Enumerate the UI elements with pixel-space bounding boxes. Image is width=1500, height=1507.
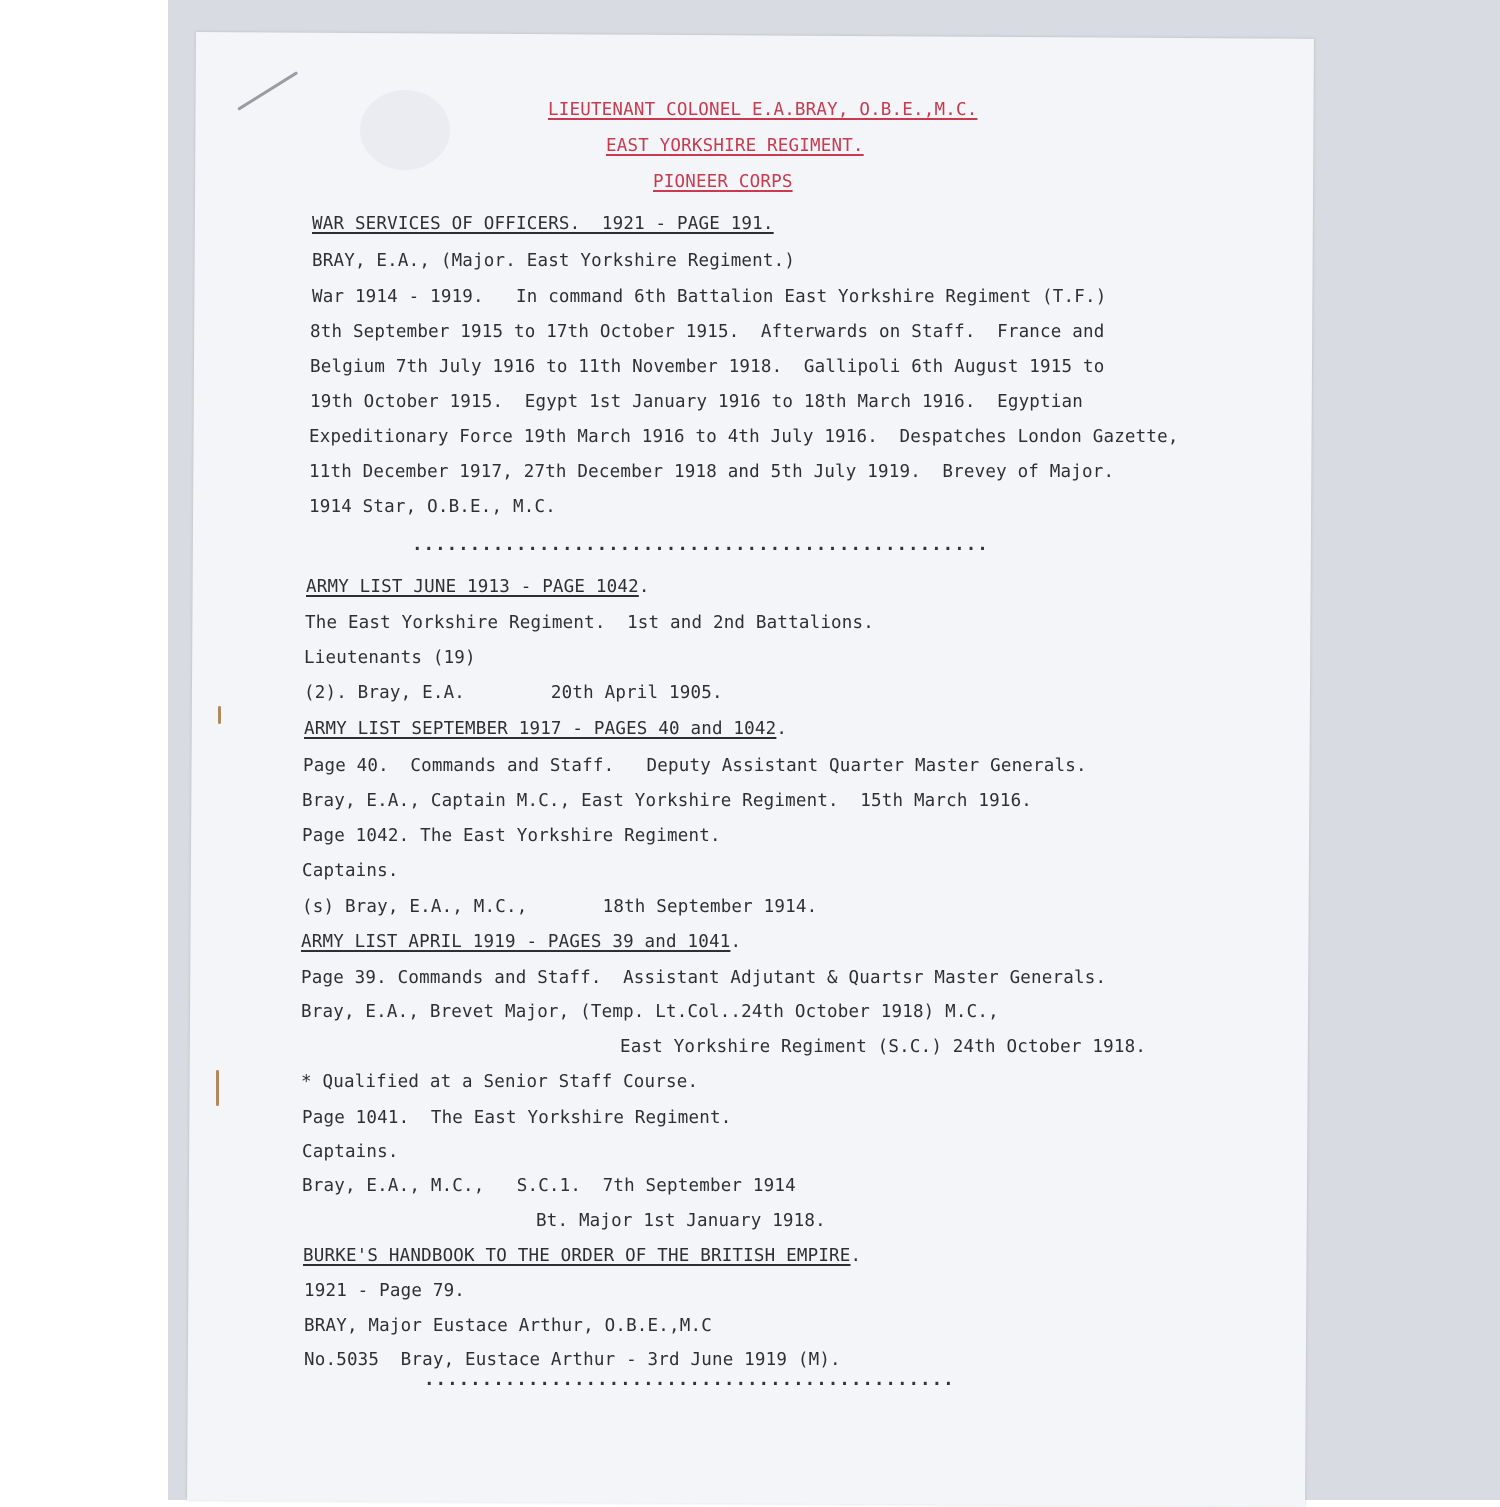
- header-corps: PIONEER CORPS: [653, 172, 793, 192]
- burkes-line: No.5035 Bray, Eustace Arthur - 3rd June 1919 (M).: [304, 1350, 841, 1370]
- war-services-line: War 1914 - 1919. In command 6th Battalion East Yorkshire Regiment (T.F.): [312, 287, 1107, 307]
- war-services-line: BRAY, E.A., (Major. East Yorkshire Regiment.): [312, 251, 796, 271]
- header-name: LIEUTENANT COLONEL E.A.BRAY, O.B.E.,M.C.: [548, 100, 978, 120]
- war-services-line: Expeditionary Force 19th March 1916 to 4th July 1916. Despatches London Gazette,: [309, 427, 1179, 447]
- war-services-line: 8th September 1915 to 17th October 1915. Afterwards on Staff. France and: [310, 322, 1105, 342]
- army-list-1919-line: Bray, E.A., Brevet Major, (Temp. Lt.Col..24th October 1918) M.C.,: [301, 1002, 999, 1022]
- army-list-1919-line: Bray, E.A., M.C., S.C.1. 7th September 1914: [302, 1176, 796, 1196]
- army-list-1917-line: Captains.: [302, 861, 399, 881]
- war-services-line: 1914 Star, O.B.E., M.C.: [309, 497, 556, 517]
- army-list-1917-line: Page 1042. The East Yorkshire Regiment.: [302, 826, 721, 846]
- war-services-heading: WAR SERVICES OF OFFICERS. 1921 - PAGE 191.: [312, 214, 774, 234]
- army-list-1913-line: Lieutenants (19): [304, 648, 476, 668]
- army-list-1913-line: (2). Bray, E.A. 20th April 1905.: [304, 683, 723, 703]
- army-list-1919-line: Bt. Major 1st January 1918.: [536, 1211, 826, 1231]
- heading-period: .: [730, 932, 742, 952]
- war-services-line: Belgium 7th July 1916 to 11th November 1918. Gallipoli 6th August 1915 to: [310, 357, 1105, 377]
- heading-period: .: [776, 719, 788, 739]
- heading-text: ARMY LIST JUNE 1913 - PAGE 1042: [306, 577, 639, 597]
- dotted-separator: ..................................................: [412, 535, 989, 555]
- army-list-1913-line: The East Yorkshire Regiment. 1st and 2nd Battalions.: [305, 613, 875, 633]
- burkes-line: 1921 - Page 79.: [304, 1281, 466, 1301]
- heading-period: .: [850, 1246, 862, 1266]
- army-list-1919-line: Page 39. Commands and Staff. Assistant Adjutant & Quartsr Master Generals.: [301, 968, 1107, 988]
- army-list-1917-line: Bray, E.A., Captain M.C., East Yorkshire Regiment. 15th March 1916.: [302, 791, 1033, 811]
- army-list-1919-line: Page 1041. The East Yorkshire Regiment.: [302, 1108, 732, 1128]
- heading-text: ARMY LIST APRIL 1919 - PAGES 39 and 1041: [301, 932, 731, 952]
- army-list-1917-line: Page 40. Commands and Staff. Deputy Assistant Quarter Master Generals.: [303, 756, 1087, 776]
- heading-period: .: [638, 577, 650, 597]
- burkes-heading: [303, 1246, 861, 1266]
- heading-text: BURKE'S HANDBOOK TO THE ORDER OF THE BRITISH EMPIRE: [303, 1246, 851, 1266]
- header-regiment: EAST YORKSHIRE REGIMENT.: [606, 136, 864, 156]
- army-list-1917-heading: [304, 719, 787, 739]
- war-services-line: 19th October 1915. Egypt 1st January 1916 to 18th March 1916. Egyptian: [310, 392, 1083, 412]
- army-list-1919-footnote: * Qualified at a Senior Staff Course.: [301, 1072, 699, 1092]
- war-services-line: 11th December 1917, 27th December 1918 and 5th July 1919. Brevey of Major.: [309, 462, 1115, 482]
- army-list-1919-line: Captains.: [302, 1142, 399, 1162]
- army-list-1913-heading: [306, 577, 650, 597]
- army-list-1917-line: (s) Bray, E.A., M.C., 18th September 1914.: [302, 897, 818, 917]
- burkes-line: BRAY, Major Eustace Arthur, O.B.E.,M.C: [304, 1316, 712, 1336]
- army-list-1919-line: East Yorkshire Regiment (S.C.) 24th October 1918.: [620, 1037, 1147, 1057]
- dotted-separator: ..............................................: [424, 1370, 955, 1390]
- heading-text: ARMY LIST SEPTEMBER 1917 - PAGES 40 and 1042: [304, 719, 777, 739]
- army-list-1919-heading: [301, 932, 741, 952]
